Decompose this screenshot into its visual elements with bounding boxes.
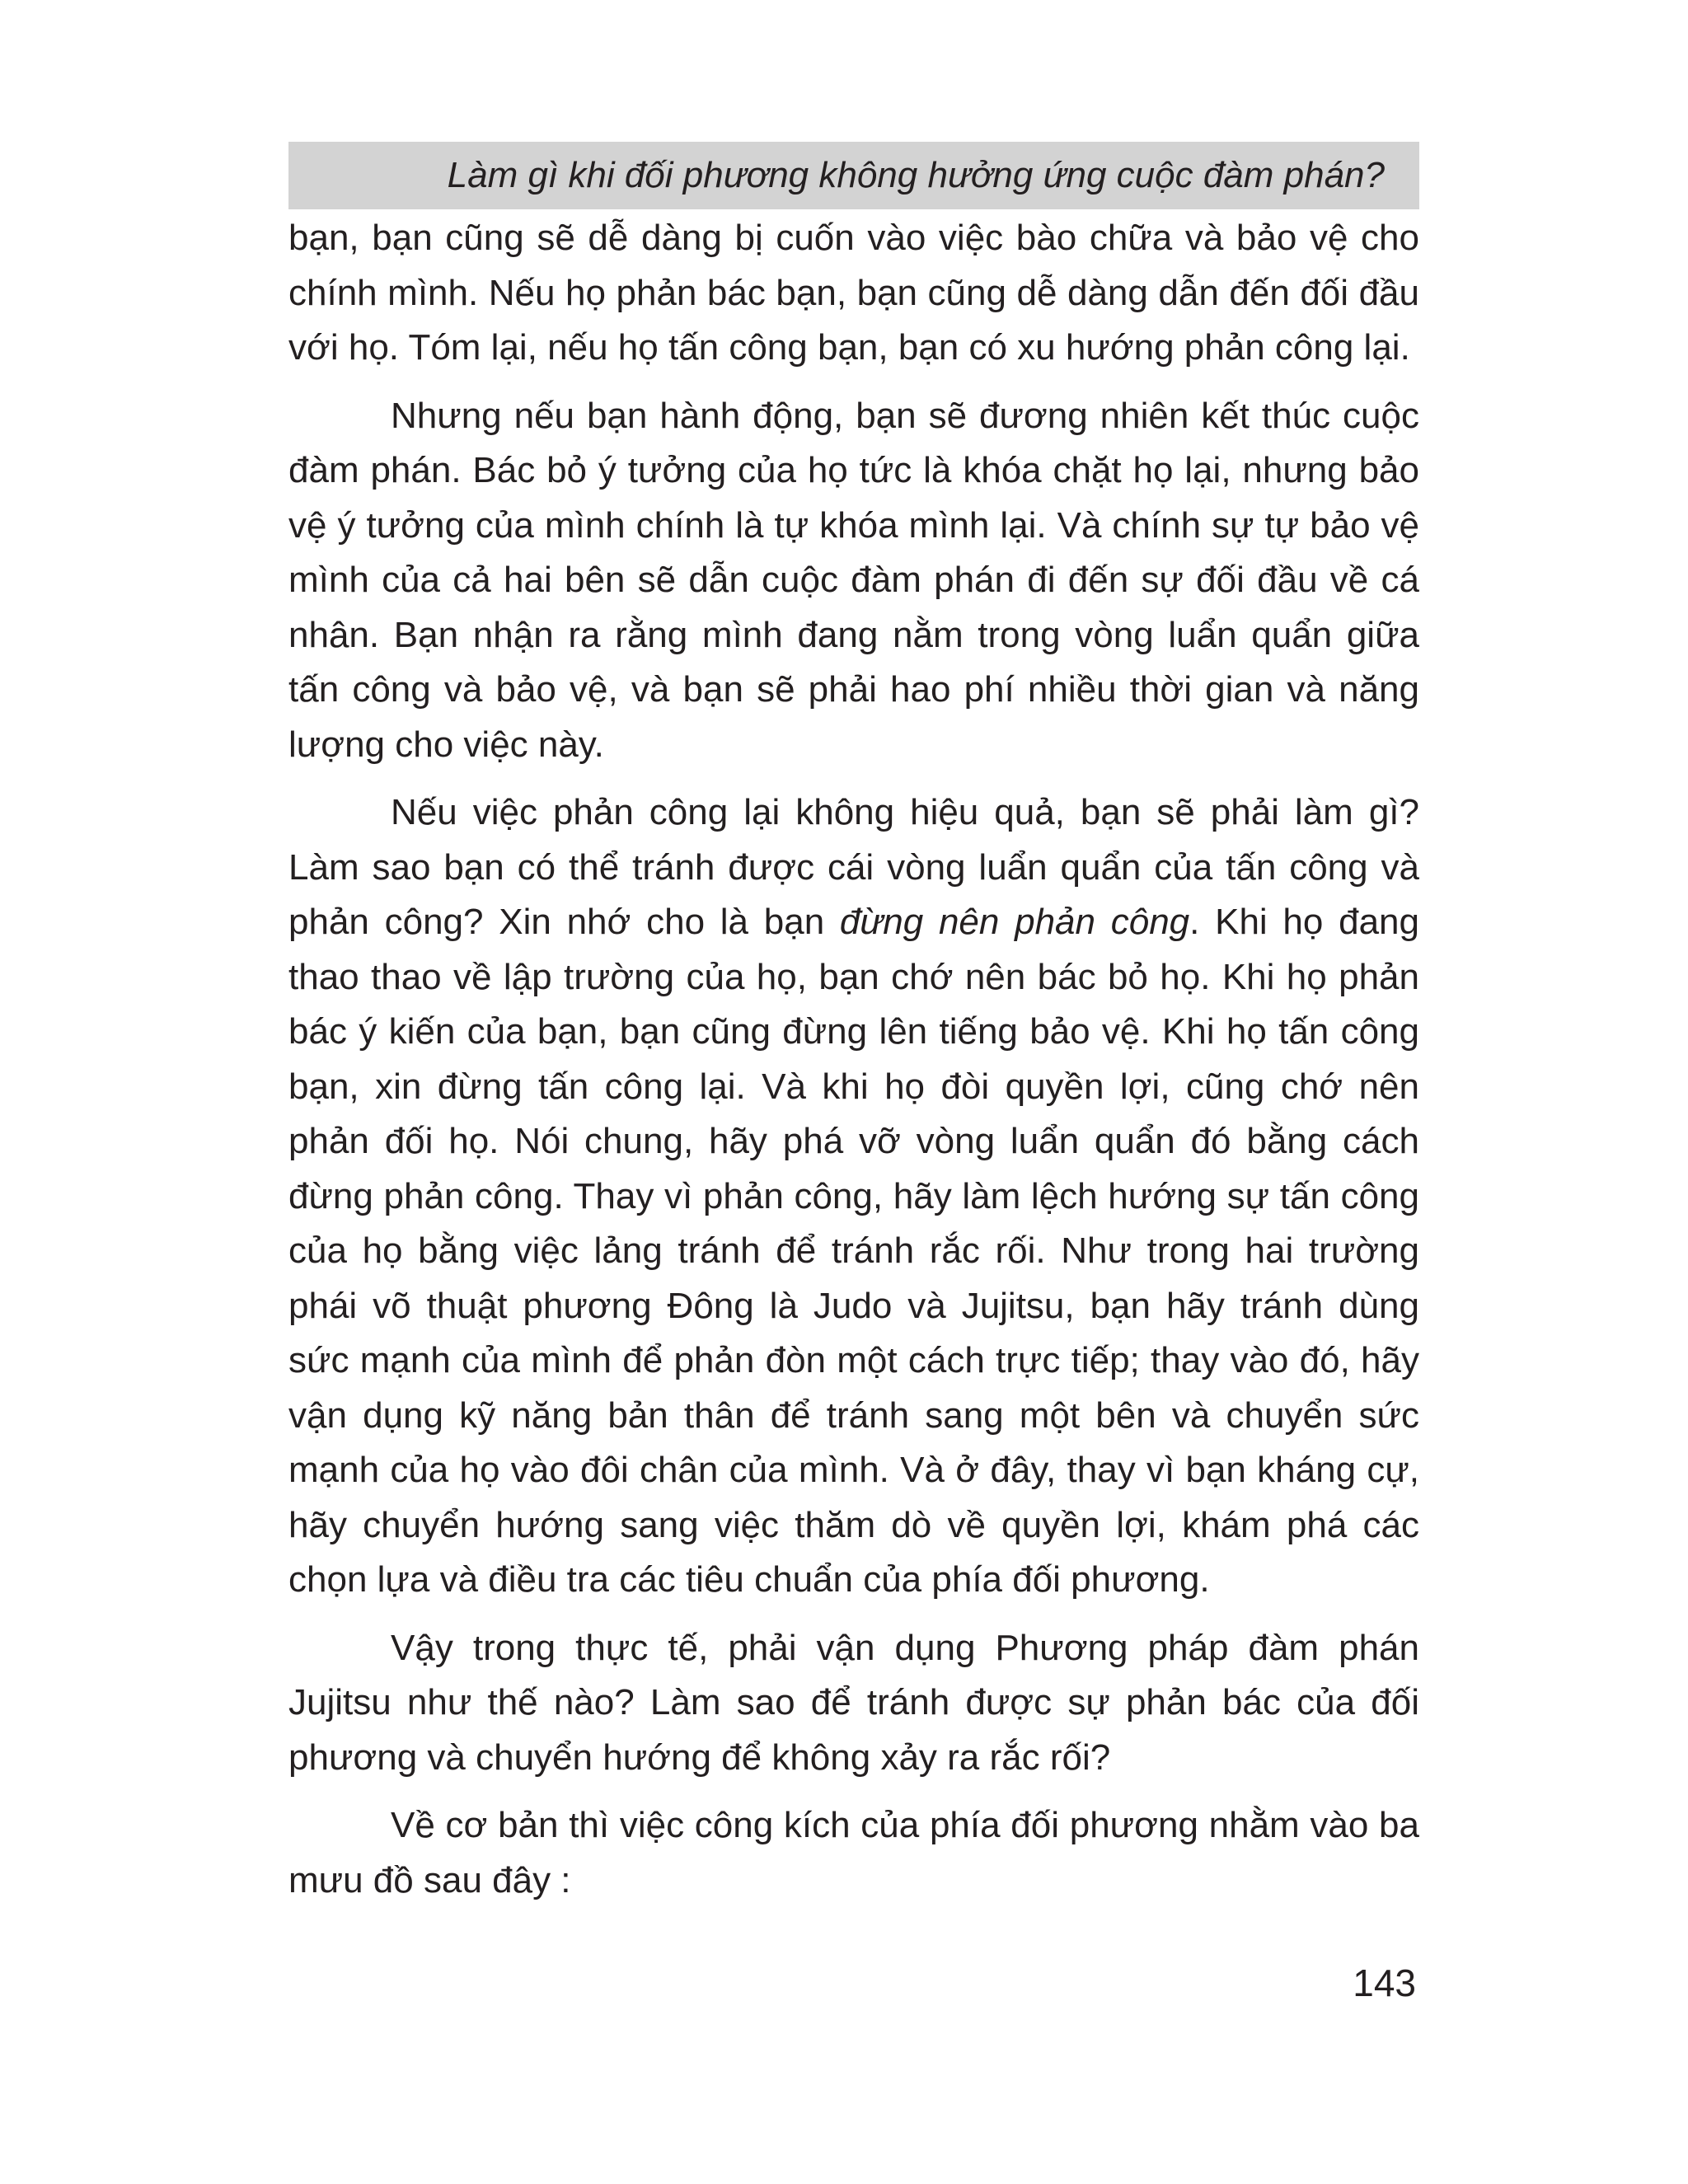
running-header-title: Làm gì khi đối phương không hưởng ứng cuộc đàm phán? bbox=[447, 155, 1385, 195]
paragraph-3-text-start: Nếu việc phản công lại không hiệu quả, bạn sẽ phải làm gì? Làm sao bạn có thể tránh được cái vòng luẩn quẩn của tấn công và phản công? Xin nhớ cho là bạn bbox=[288, 792, 1419, 942]
paragraph-2: Nhưng nếu bạn hành động, bạn sẽ đương nhiên kết thúc cuộc đàm phán. Bác bỏ ý tưởng của họ tức là khóa chặt họ lại, nhưng bảo vệ ý tưởng của mình chính là tự khóa mình lại. Và chính sự tự bảo vệ mình của cả hai bên sẽ dẫn cuộc đàm phán đi đến sự đối đầu về cá nhân. Bạn nhận ra rằng mình đang nằm trong vòng luẩn quẩn giữa tấn công và bảo vệ, và bạn sẽ phải hao phí nhiều thời gian và năng lượng cho việc này. bbox=[288, 395, 1419, 765]
paragraph-1: bạn, bạn cũng sẽ dễ dàng bị cuốn vào việc bào chữa và bảo vệ cho chính mình. Nếu họ phản bác bạn, bạn cũng dễ dàng dẫn đến đối đầu với họ. Tóm lại, nếu họ tấn công bạn, bạn có xu hướng phản công lại. bbox=[288, 218, 1419, 368]
running-header bbox=[288, 142, 1419, 209]
paragraph-3-emphasis: đừng nên phản công bbox=[839, 902, 1190, 942]
paragraph-4: Vậy trong thực tế, phải vận dụng Phương pháp đàm phán Jujitsu như thế nào? Làm sao để tránh được sự phản bác của đối phương và chuyển hướng để không xảy ra rắc rối? bbox=[288, 1627, 1419, 1778]
body-text bbox=[288, 211, 1419, 1921]
paragraph-5: Về cơ bản thì việc công kích của phía đối phương nhằm vào ba mưu đồ sau đây : bbox=[288, 1805, 1419, 1900]
page-number: 143 bbox=[1353, 1961, 1416, 2004]
paragraph-3-text-end: . Khi họ đang thao thao về lập trường của họ, bạn chớ nên bác bỏ họ. Khi họ phản bác ý kiến của bạn, bạn cũng đừng lên tiếng bảo vệ. Khi họ tấn công bạn, xin đừng tấn công lại. Và khi họ đòi quyền lợi, cũng chớ nên phản đối họ. Nói chung, hãy phá vỡ vòng luẩn quẩn đó bằng cách đừng phản công. Thay vì phản công, hãy làm lệch hướng sự tấn công của họ bằng việc lảng tránh để tránh rắc rối. Như trong hai trường phái võ thuật phương Đông là Judo và Jujitsu, bạn hãy tránh dùng sức mạnh của mình để phản đòn một cách trực tiếp; thay vào đó, hãy vận dụng kỹ năng bản thân để tránh sang một bên và chuyển sức mạnh của họ vào đôi chân của mình. Và ở đây, thay vì bạn kháng cự, hãy chuyển hướng sang việc thăm dò về quyền lợi, khám phá các chọn lựa và điều tra các tiêu chuẩn của phía đối phương. bbox=[288, 902, 1419, 1600]
paragraph-3 bbox=[288, 785, 1419, 1608]
